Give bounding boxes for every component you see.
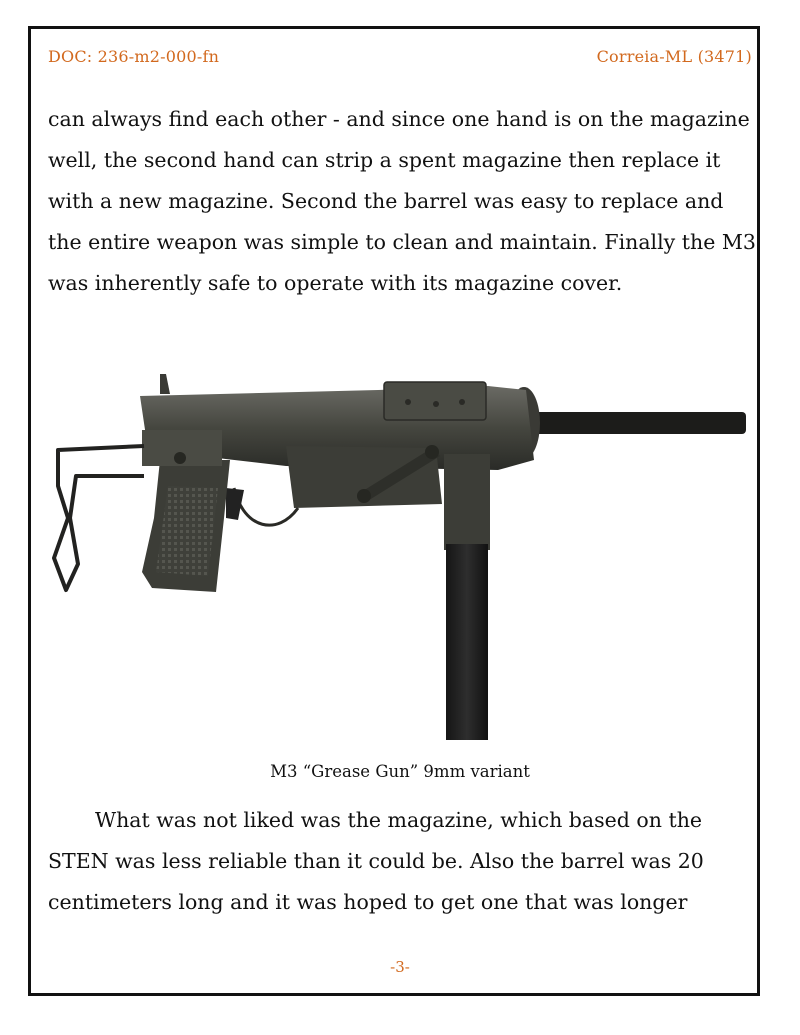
author-reference: Correia-ML (3471) <box>596 47 752 66</box>
document-id: DOC: 236-m2-000-fn <box>48 47 220 66</box>
figure-caption: M3 “Grease Gun” 9mm variant <box>270 762 530 781</box>
body-paragraph-2: What was not liked was the magazine, which based on the STEN was less reliable than it could be. Also the barrel was 20 centimeters long and it was hoped to get one that was longer <box>48 808 704 914</box>
page-number: -3- <box>390 958 410 976</box>
body-paragraph-1: can always find each other - and since one hand is on the magazine well, the second hand can strip a spent magazine then replace it with a new magazine. Second the barrel was easy to replace and the entire weapon was simple to clean and maintain. Finally the M3 was inherently safe to operate with its magazine cover. <box>48 107 756 295</box>
m3-grease-gun-photo <box>48 368 750 750</box>
